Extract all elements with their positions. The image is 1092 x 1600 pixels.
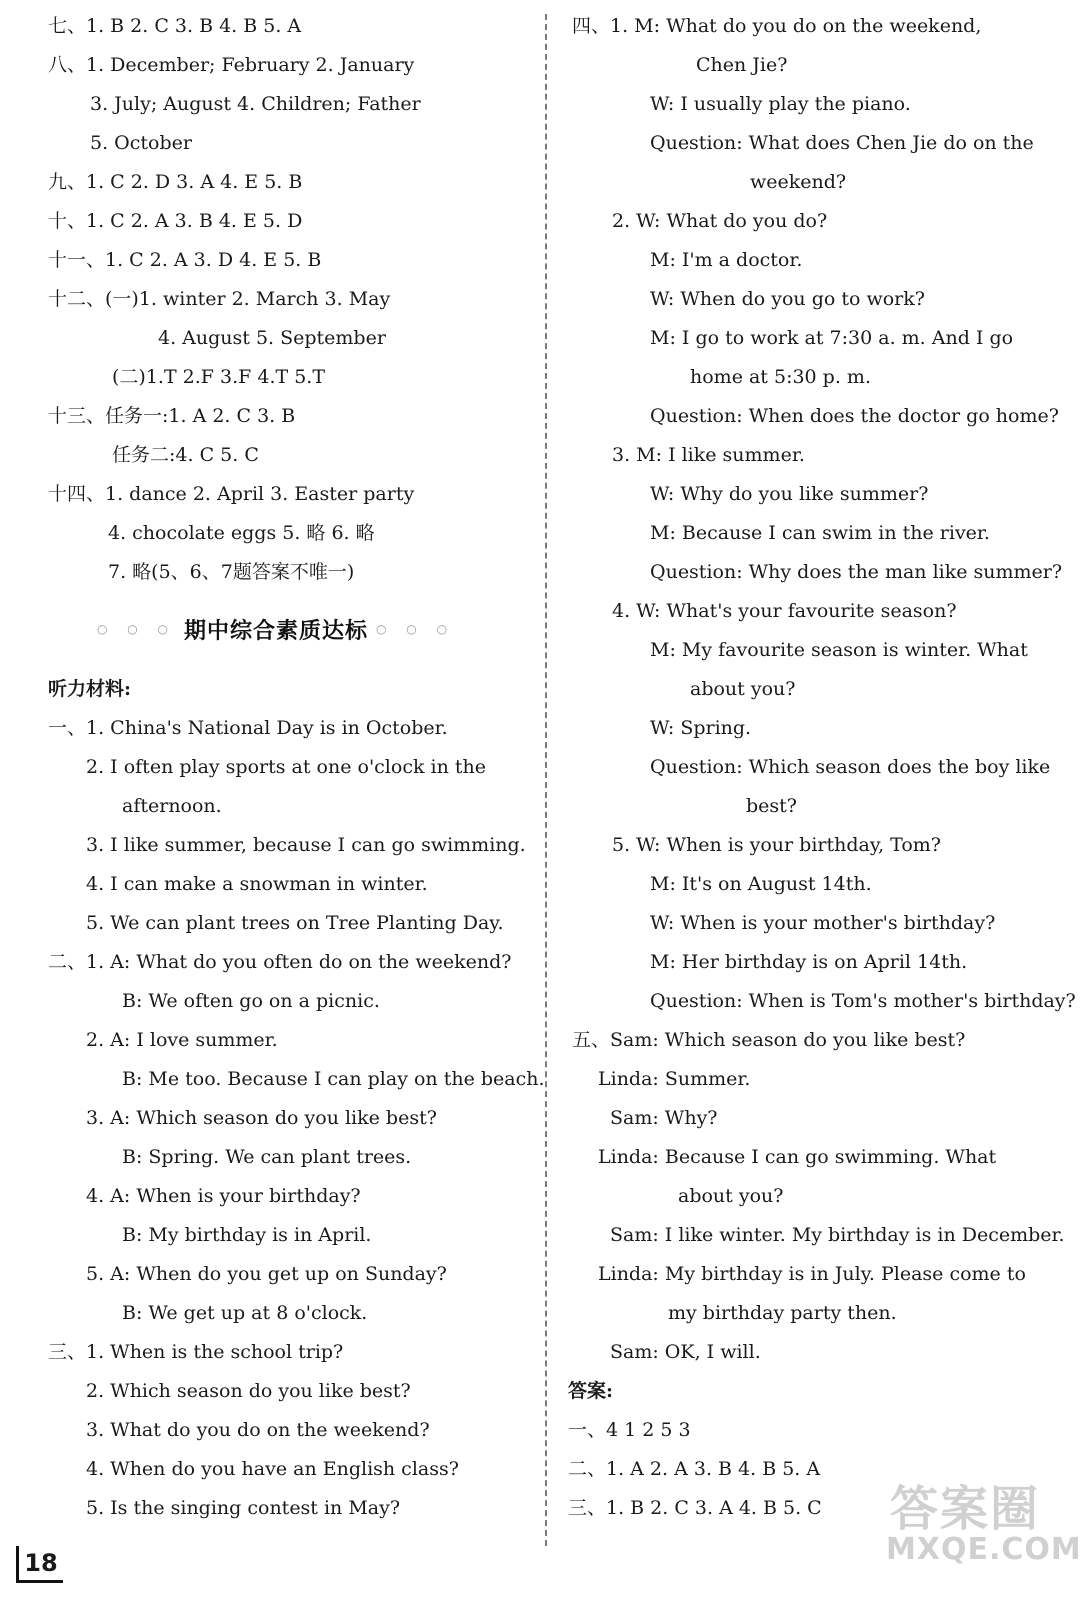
answer-line: B: We get up at 8 o'clock. [122, 1302, 368, 1324]
answer-line: B: My birthday is in April. [122, 1224, 372, 1246]
answer-line: W: Spring. [650, 717, 752, 739]
answer-line: 4. When do you have an English class? [86, 1458, 459, 1480]
section-title-text: 期中综合素质达标 [183, 618, 368, 644]
answer-line: 二、1. A 2. A 3. B 4. B 5. A [568, 1458, 821, 1480]
answer-line: Linda: Summer. [598, 1068, 751, 1090]
answer-line: 十三、任务一:1. A 2. C 3. B [48, 405, 296, 427]
answer-line: Question: Which season does the boy like [650, 756, 1051, 778]
answer-line: 七、1. B 2. C 3. B 4. B 5. A [48, 15, 302, 37]
answer-line: my birthday party then. [668, 1302, 897, 1324]
answer-line: 四、1. M: What do you do on the weekend, [572, 15, 982, 37]
section-title-dots-left: ○ ○ ○ [96, 622, 176, 636]
answer-line: 4. I can make a snowman in winter. [86, 873, 428, 895]
answer-line: 三、1. B 2. C 3. A 4. B 5. C [568, 1497, 822, 1519]
answer-line: 三、1. When is the school trip? [48, 1341, 344, 1363]
answer-line: 听力材料: [48, 678, 132, 700]
answer-line: W: I usually play the piano. [650, 93, 911, 115]
answer-line: W: When is your mother's birthday? [650, 912, 996, 934]
answer-line: 5. October [90, 132, 192, 154]
answer-line: 2. W: What do you do? [612, 210, 828, 232]
answer-line: 3. July; August 4. Children; Father [90, 93, 421, 115]
answer-line: Chen Jie? [696, 54, 788, 76]
answer-line: 5. A: When do you get up on Sunday? [86, 1263, 447, 1285]
answer-line: 十四、1. dance 2. April 3. Easter party [48, 483, 415, 505]
answer-line: 二、1. A: What do you often do on the weekend? [48, 951, 512, 973]
answer-line: B: Spring. We can plant trees. [122, 1146, 412, 1168]
answer-line: 4. W: What's your favourite season? [612, 600, 957, 622]
answer-line: 任务二:4. C 5. C [112, 444, 259, 466]
answer-line: 九、1. C 2. D 3. A 4. E 5. B [48, 171, 303, 193]
answer-line: 4. chocolate eggs 5. 略 6. 略 [108, 522, 375, 544]
answer-line: M: It's on August 14th. [650, 873, 872, 895]
answer-line: about you? [690, 678, 796, 700]
answer-line: M: Because I can swim in the river. [650, 522, 990, 544]
answer-line: 五、Sam: Which season do you like best? [572, 1029, 966, 1051]
watermark-top-text: 答案圈 [890, 1481, 1041, 1537]
answer-line: 2. A: I love summer. [86, 1029, 278, 1051]
answer-line: M: Her birthday is on April 14th. [650, 951, 968, 973]
answer-line: B: We often go on a picnic. [122, 990, 380, 1012]
answer-line: 4. A: When is your birthday? [86, 1185, 361, 1207]
answer-line: about you? [678, 1185, 784, 1207]
answer-line: Sam: I like winter. My birthday is in December. [610, 1224, 1065, 1246]
column-divider [545, 14, 547, 1546]
answer-line: Question: When is Tom's mother's birthday? [650, 990, 1076, 1012]
answer-line: (二)1.T 2.F 3.F 4.T 5.T [112, 366, 326, 388]
watermark-bottom-text: MXQE.COM [886, 1532, 1082, 1567]
answer-line: M: My favourite season is winter. What [650, 639, 1028, 661]
answer-line: Sam: OK, I will. [610, 1341, 761, 1363]
answer-line: best? [746, 795, 797, 817]
answer-line: 2. Which season do you like best? [86, 1380, 411, 1402]
answer-line: M: I'm a doctor. [650, 249, 803, 271]
answer-line: 十二、(一)1. winter 2. March 3. May [48, 288, 391, 310]
answer-line: 一、1. China's National Day is in October. [48, 717, 448, 739]
answer-line: M: I go to work at 7:30 a. m. And I go [650, 327, 1014, 349]
answer-line: Sam: Why? [610, 1107, 718, 1129]
page-number: 18 [16, 1546, 63, 1583]
section-title-dots-right: ○ ○ ○ [376, 622, 456, 636]
section-title [96, 612, 456, 646]
answer-line: Linda: Because I can go swimming. What [598, 1146, 997, 1168]
answer-line: 5. Is the singing contest in May? [86, 1497, 401, 1519]
watermark-logo [880, 1462, 1080, 1582]
answer-line: 7. 略(5、6、7题答案不唯一) [108, 561, 355, 583]
answer-line: 2. I often play sports at one o'clock in the [86, 756, 486, 778]
answer-line: W: When do you go to work? [650, 288, 925, 310]
answer-line: afternoon. [122, 795, 222, 817]
answer-line: weekend? [750, 171, 847, 193]
answer-line: 十、1. C 2. A 3. B 4. E 5. D [48, 210, 303, 232]
answer-line: 3. A: Which season do you like best? [86, 1107, 437, 1129]
answer-line: 3. I like summer, because I can go swimming. [86, 834, 526, 856]
answer-line: Question: Why does the man like summer? [650, 561, 1063, 583]
answer-line: home at 5:30 p. m. [690, 366, 871, 388]
answer-line: B: Me too. Because I can play on the beach. [122, 1068, 545, 1090]
answer-line: 答案: [568, 1380, 614, 1402]
answer-line: 5. We can plant trees on Tree Planting Day. [86, 912, 504, 934]
answer-line: 十一、1. C 2. A 3. D 4. E 5. B [48, 249, 322, 271]
answer-line: W: Why do you like summer? [650, 483, 929, 505]
answer-line: 一、4 1 2 5 3 [568, 1419, 691, 1441]
answer-line: 3. M: I like summer. [612, 444, 805, 466]
answer-line: 3. What do you do on the weekend? [86, 1419, 430, 1441]
answer-line: Question: When does the doctor go home? [650, 405, 1059, 427]
answer-line: 八、1. December; February 2. January [48, 54, 415, 76]
answer-line: Question: What does Chen Jie do on the [650, 132, 1034, 154]
answer-line: 4. August 5. September [158, 327, 386, 349]
answer-line: Linda: My birthday is in July. Please come to [598, 1263, 1026, 1285]
answer-line: 5. W: When is your birthday, Tom? [612, 834, 941, 856]
